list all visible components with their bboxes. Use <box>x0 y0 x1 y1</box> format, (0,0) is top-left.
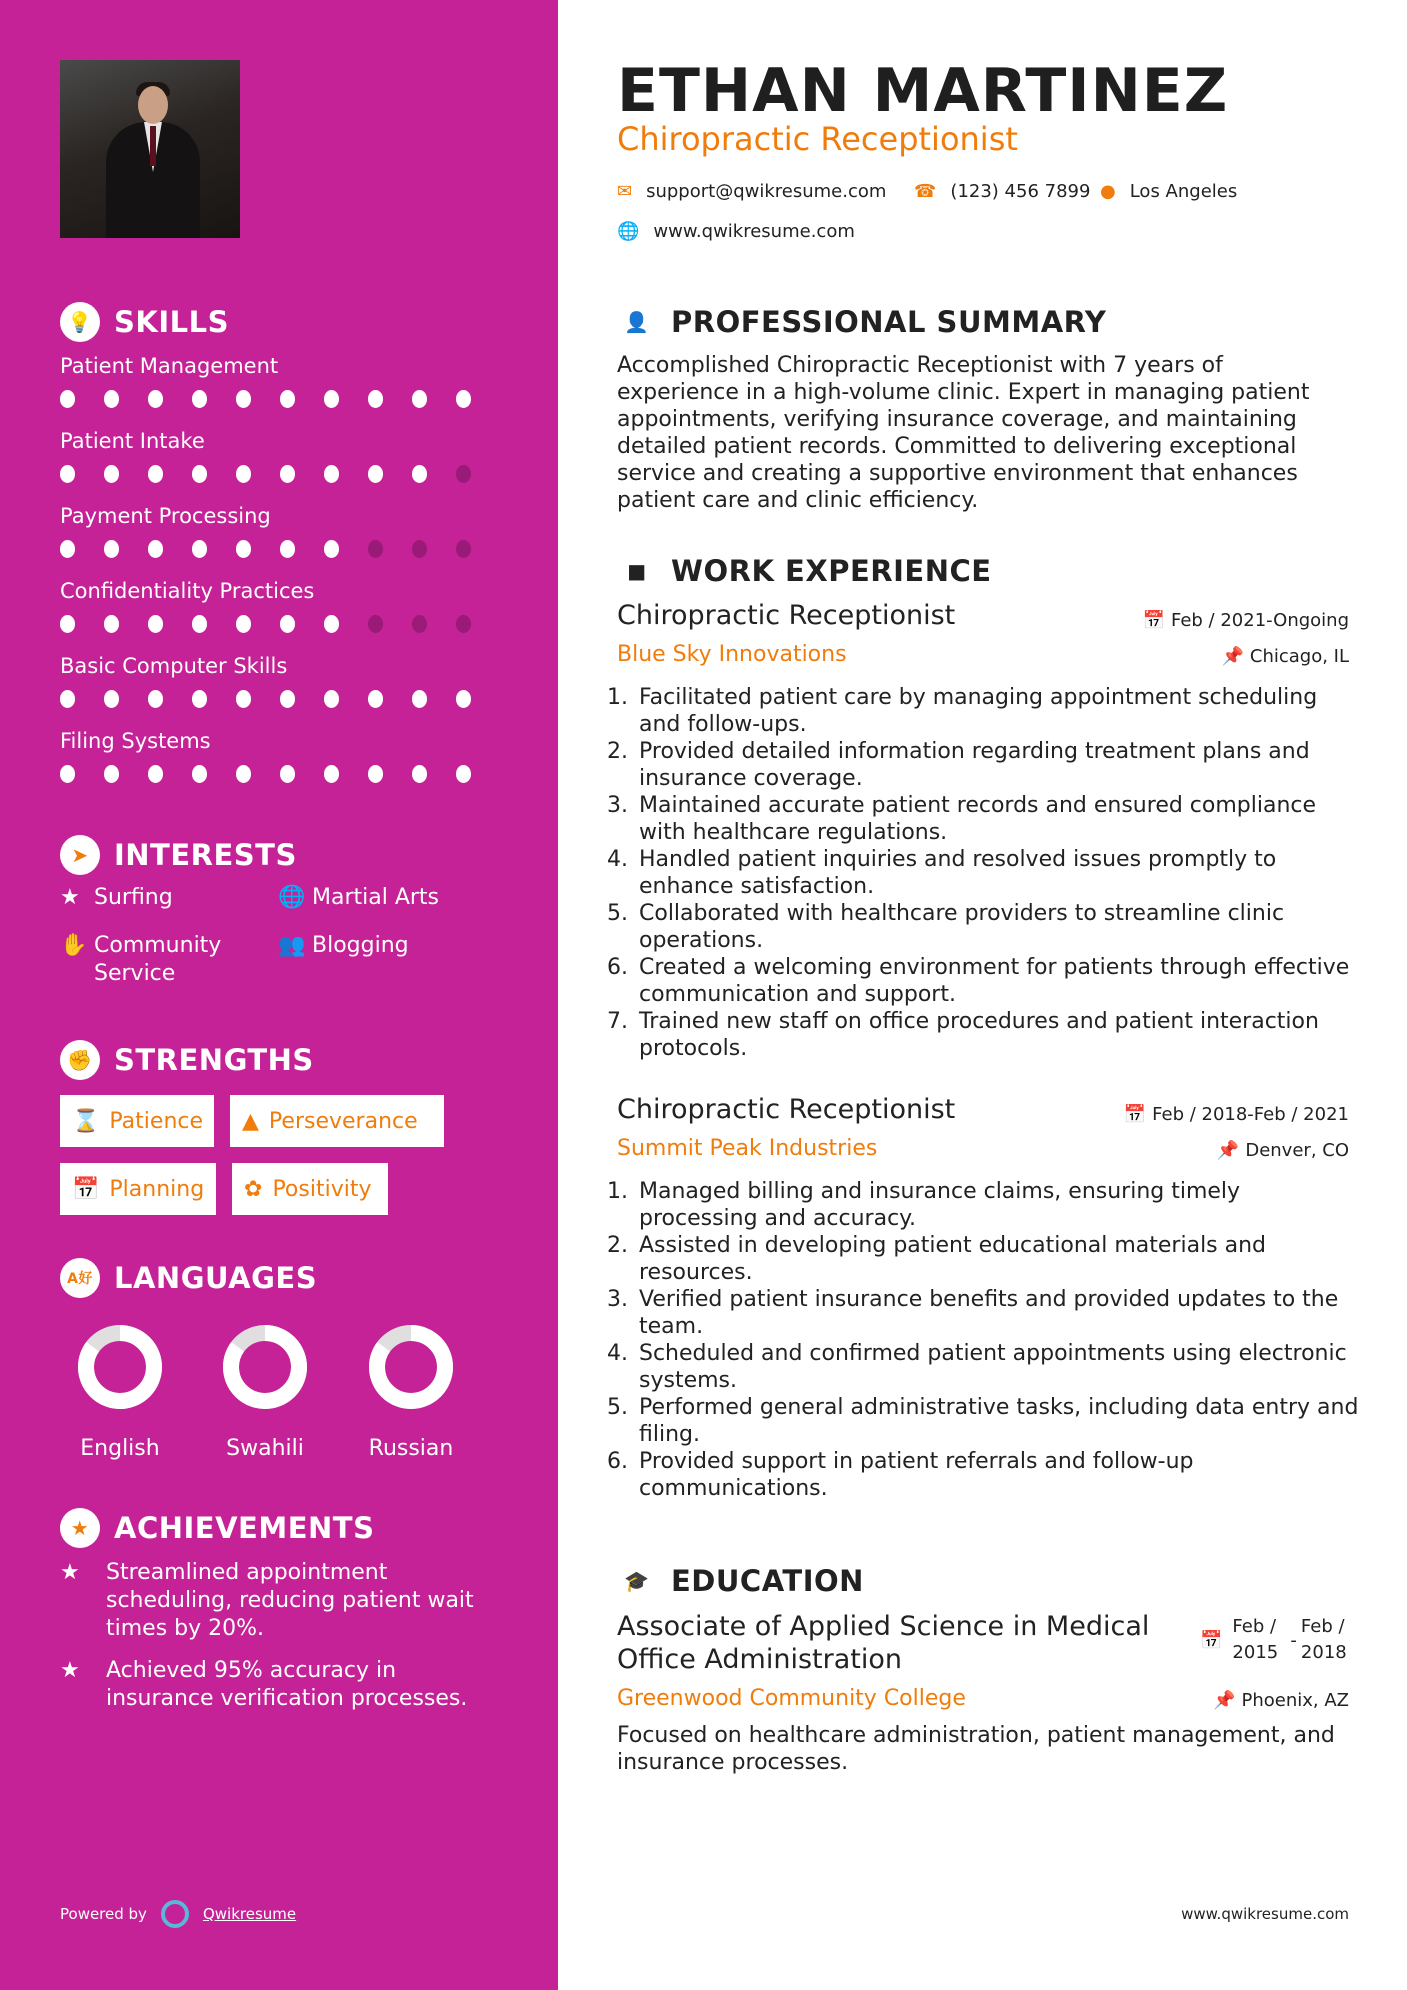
job-dates: 📅 Feb / 2018-Feb / 2021 <box>1123 1104 1349 1125</box>
strengths-heading: ✊ STRENGTHS <box>60 1040 314 1080</box>
rating-dot <box>280 765 295 783</box>
rating-dot <box>148 540 163 558</box>
rating-dot <box>60 690 75 708</box>
skill-rating <box>60 690 500 708</box>
education-location: 📌 Phoenix, AZ <box>1213 1690 1349 1711</box>
skill-name: Confidentiality Practices <box>60 579 315 603</box>
rating-dot <box>236 765 251 783</box>
rating-dot <box>192 615 207 633</box>
rating-dot <box>60 765 75 783</box>
interest-surfing: ★ Surfing <box>60 885 173 910</box>
globe-icon: 🌐 <box>617 221 640 242</box>
rating-dot <box>60 540 75 558</box>
rating-dot <box>104 465 119 483</box>
rating-dot <box>104 765 119 783</box>
rating-dot <box>60 615 75 633</box>
user-icon: 👤 <box>624 310 650 334</box>
rating-dot <box>192 390 207 408</box>
rating-dot <box>324 465 339 483</box>
job-location: 📌 Chicago, IL <box>1221 646 1349 667</box>
rating-dot <box>456 615 471 633</box>
candidate-role: Chiropractic Receptionist <box>617 120 1018 158</box>
duty-item: 2. Provided detailed information regarding treatment plans and insurance coverage. <box>635 738 1365 792</box>
sidebar <box>0 0 558 1990</box>
duty-item: 5. Collaborated with healthcare providers to streamline clinic operations. <box>635 900 1365 954</box>
rating-dot <box>104 690 119 708</box>
rating-dot <box>456 390 471 408</box>
experience-heading: ■ WORK EXPERIENCE <box>617 551 992 591</box>
duty-item: 4. Scheduled and confirmed patient appointments using electronic systems. <box>635 1340 1365 1394</box>
rating-dot <box>236 465 251 483</box>
contact-email[interactable]: ✉ support@qwikresume.com <box>617 181 887 202</box>
rating-dot <box>456 765 471 783</box>
envelope-icon: ✉ <box>617 181 633 202</box>
rating-dot <box>192 765 207 783</box>
pin-icon: 📌 <box>1221 646 1244 667</box>
calendar-icon: 📅 <box>72 1176 100 1202</box>
language-swahili <box>195 1322 335 1461</box>
job-title: Chiropractic Receptionist <box>617 600 956 631</box>
job-dates: 📅 Feb / 2021-Ongoing <box>1142 610 1349 631</box>
rating-dot <box>60 465 75 483</box>
language-label: Russian <box>368 1436 454 1461</box>
strength-patience: ⌛ Patience <box>60 1095 214 1147</box>
skill-rating <box>60 615 500 633</box>
rating-dot <box>324 690 339 708</box>
rating-dot <box>148 615 163 633</box>
road-icon: ▲ <box>242 1108 259 1134</box>
duty-item: 3. Maintained accurate patient records and ensured compliance with healthcare regulations. <box>635 792 1365 846</box>
pin-icon: 📌 <box>1216 1140 1240 1161</box>
shooting-star-icon: ★ <box>60 1658 80 1683</box>
rating-dot <box>148 390 163 408</box>
circle-notch-icon: ✿ <box>244 1176 263 1202</box>
rating-dot <box>280 615 295 633</box>
footer-url[interactable]: www.qwikresume.com <box>1181 1905 1349 1923</box>
duty-item: 1. Managed billing and insurance claims, ensuring timely processing and accuracy. <box>635 1178 1365 1232</box>
summary-text: Accomplished Chiropractic Receptionist with 7 years of experience in a high-volume clinic. Expert in managing patient appointments, verifying insurance coverage, and maintaining detailed patient records. Committed to delivering exceptional service and creating a supportive environment that enhances patient care and clinic efficiency. <box>617 353 1310 513</box>
skill-name: Filing Systems <box>60 729 211 753</box>
rating-dot <box>60 390 75 408</box>
shooting-star-icon: ★ <box>60 1560 80 1585</box>
strength-planning: 📅 Planning <box>60 1163 216 1215</box>
rating-dot <box>192 465 207 483</box>
rating-dot <box>236 540 251 558</box>
duty-item: 1. Facilitated patient care by managing appointment scheduling and follow-ups. <box>635 684 1365 738</box>
rating-dot <box>148 690 163 708</box>
rating-dot <box>368 690 383 708</box>
rating-dot <box>280 390 295 408</box>
date-separator: - <box>1290 1629 1297 1651</box>
rating-dot <box>324 390 339 408</box>
rating-dot <box>456 690 471 708</box>
calendar-icon: 📅 <box>1142 610 1165 631</box>
language-label: English <box>80 1436 160 1461</box>
strength-positivity: ✿ Positivity <box>232 1163 388 1215</box>
pin-icon: 📌 <box>1213 1690 1236 1711</box>
job-duties <box>617 684 1365 1062</box>
rating-dot <box>148 765 163 783</box>
duty-item: 3. Verified patient insurance benefits and provided updates to the team. <box>635 1286 1365 1340</box>
duty-item: 5. Performed general administrative tasks, including data entry and filing. <box>635 1394 1365 1448</box>
rating-dot <box>192 690 207 708</box>
users-icon: 👥 <box>278 933 306 958</box>
rating-dot <box>280 465 295 483</box>
language-ring <box>75 1322 165 1412</box>
skill-rating <box>60 465 500 483</box>
language-russian <box>341 1322 481 1461</box>
job-company: Summit Peak Industries <box>617 1136 878 1161</box>
rating-dot <box>104 615 119 633</box>
rating-dot <box>412 615 427 633</box>
qwikresume-logo-icon <box>161 1900 189 1928</box>
language-ring <box>220 1322 310 1412</box>
interests-heading: ➤ INTERESTS <box>60 835 297 875</box>
job-company: Blue Sky Innovations <box>617 642 847 667</box>
education-school: Greenwood Community College <box>617 1686 966 1711</box>
rating-dot <box>368 390 383 408</box>
rating-dot <box>412 540 427 558</box>
globe-icon: 🌐 <box>278 885 306 910</box>
duty-item: 7. Trained new staff on office procedures and patient interaction protocols. <box>635 1008 1365 1062</box>
education-heading: 🎓 EDUCATION <box>617 1561 864 1601</box>
summary-heading: 👤 PROFESSIONAL SUMMARY <box>617 302 1106 342</box>
contact-phone[interactable]: ☎ (123) 456 7899 <box>914 181 1091 202</box>
calendar-icon: 📅 <box>1200 1629 1223 1651</box>
contact-website[interactable]: 🌐 www.qwikresume.com <box>617 221 855 242</box>
interest-martial-arts: 🌐 Martial Arts <box>278 885 440 910</box>
skill-item <box>60 577 500 633</box>
rating-dot <box>324 615 339 633</box>
rating-dot <box>368 540 383 558</box>
phone-icon: ☎ <box>914 181 937 202</box>
education-dates: 📅 Feb / 2015 - Feb / 2018 <box>1200 1616 1347 1663</box>
language-icon: A好 <box>60 1258 100 1298</box>
rating-dot <box>236 390 251 408</box>
interest-community-service: ✋ Community Service <box>60 933 222 986</box>
duty-item: 4. Handled patient inquiries and resolved issues promptly to enhance satisfaction. <box>635 846 1365 900</box>
rating-dot <box>104 540 119 558</box>
skill-item <box>60 502 500 558</box>
language-label: Swahili <box>226 1436 304 1461</box>
hand-icon: ✋ <box>60 933 88 958</box>
trophy-star-icon: ★ <box>60 1508 100 1548</box>
skill-name: Payment Processing <box>60 504 271 528</box>
rating-dot <box>280 690 295 708</box>
rating-dot <box>368 465 383 483</box>
duty-item: 2. Assisted in developing patient educational materials and resources. <box>635 1232 1365 1286</box>
job-duties <box>617 1178 1365 1502</box>
fist-icon: ✊ <box>60 1040 100 1080</box>
rating-dot <box>236 690 251 708</box>
skill-name: Patient Management <box>60 354 279 378</box>
skill-item <box>60 727 500 783</box>
rating-dot <box>236 615 251 633</box>
interest-blogging: 👥 Blogging <box>278 933 409 958</box>
rating-dot <box>192 540 207 558</box>
rating-dot <box>368 615 383 633</box>
contact-location: ● Los Angeles <box>1100 181 1238 202</box>
skill-item <box>60 652 500 708</box>
rating-dot <box>412 465 427 483</box>
rating-dot <box>324 765 339 783</box>
education-degree: Associate of Applied Science in Medical Office Administration <box>617 1611 1150 1675</box>
candidate-name: ETHAN MARTINEZ <box>617 56 1229 126</box>
rating-dot <box>412 765 427 783</box>
rating-dot <box>104 390 119 408</box>
rating-dot <box>280 540 295 558</box>
strength-perseverance: ▲ Perseverance <box>230 1095 444 1147</box>
rating-dot <box>412 390 427 408</box>
achievements-heading: ★ ACHIEVEMENTS <box>60 1508 374 1548</box>
powered-by: Powered by Qwikresume <box>60 1900 296 1928</box>
skill-name: Patient Intake <box>60 429 205 453</box>
rating-dot <box>324 540 339 558</box>
skill-item <box>60 427 500 483</box>
lightbulb-icon: 💡 <box>60 302 100 342</box>
job-title: Chiropractic Receptionist <box>617 1094 956 1125</box>
map-marker-icon: ● <box>1100 181 1116 202</box>
calendar-icon: 📅 <box>1123 1104 1147 1125</box>
office-chair-icon: ■ <box>627 559 647 583</box>
duty-item: 6. Created a welcoming environment for patients through effective communication and support. <box>635 954 1365 1008</box>
duty-item: 6. Provided support in patient referrals and follow-up communications. <box>635 1448 1365 1502</box>
skill-rating <box>60 540 500 558</box>
rating-dot <box>456 540 471 558</box>
language-english <box>50 1322 190 1461</box>
skill-name: Basic Computer Skills <box>60 654 288 678</box>
star-icon: ★ <box>60 885 80 910</box>
paper-plane-icon: ➤ <box>60 835 100 875</box>
language-ring <box>366 1322 456 1412</box>
education-description: Focused on healthcare administration, patient management, and insurance processes. <box>617 1723 1335 1775</box>
job-location: 📌 Denver, CO <box>1216 1140 1349 1161</box>
profile-photo <box>60 60 240 238</box>
rating-dot <box>456 465 471 483</box>
graduation-icon: 🎓 <box>624 1569 650 1593</box>
skill-rating <box>60 765 500 783</box>
achievement-item: ★ Streamlined appointment scheduling, reducing patient wait times by 20%. <box>60 1560 474 1641</box>
hourglass-icon: ⌛ <box>72 1108 100 1134</box>
rating-dot <box>368 765 383 783</box>
rating-dot <box>148 465 163 483</box>
skill-rating <box>60 390 500 408</box>
skill-item <box>60 352 500 408</box>
skills-heading: 💡 SKILLS <box>60 302 229 342</box>
qwikresume-link[interactable]: Qwikresume <box>202 1905 297 1923</box>
languages-heading: A好 LANGUAGES <box>60 1258 317 1298</box>
achievement-item: ★ Achieved 95% accuracy in insurance verification processes. <box>60 1658 468 1711</box>
rating-dot <box>412 690 427 708</box>
